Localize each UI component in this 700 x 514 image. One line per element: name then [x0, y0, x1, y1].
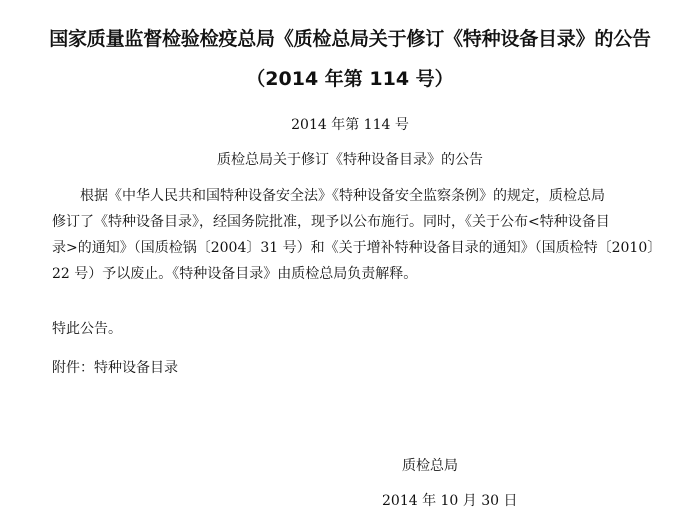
- body-line: 22 号）予以废止。《特种设备目录》由质检总局负责解释。: [52, 266, 418, 282]
- document-subtitle: （2014 年第 114 号）: [246, 68, 454, 90]
- signature-organization: 质检总局: [402, 458, 458, 474]
- attachment-line: 附件：特种设备目录: [52, 360, 178, 376]
- signature-date: 2014 年 10 月 30 日: [382, 493, 518, 509]
- body-line: 根据《中华人民共和国特种设备安全法》《特种设备安全监察条例》的规定，质检总局: [80, 188, 605, 204]
- closing-notice: 特此公告。: [52, 321, 122, 337]
- document-title: 国家质量监督检验检疫总局《质检总局关于修订《特种设备目录》的公告: [49, 28, 651, 50]
- announcement-heading: 质检总局关于修订《特种设备目录》的公告: [217, 152, 483, 168]
- body-line: 修订了《特种设备目录》，经国务院批准，现予以公布施行。同时，《关于公布<特种设备目: [52, 214, 610, 230]
- announcement-body: [52, 183, 662, 287]
- body-line: 录>的通知》（国质检锅〔2004〕31 号）和《关于增补特种设备目录的通知》（国质检特〔2010〕: [52, 240, 662, 256]
- document-number: 2014 年第 114 号: [291, 117, 409, 133]
